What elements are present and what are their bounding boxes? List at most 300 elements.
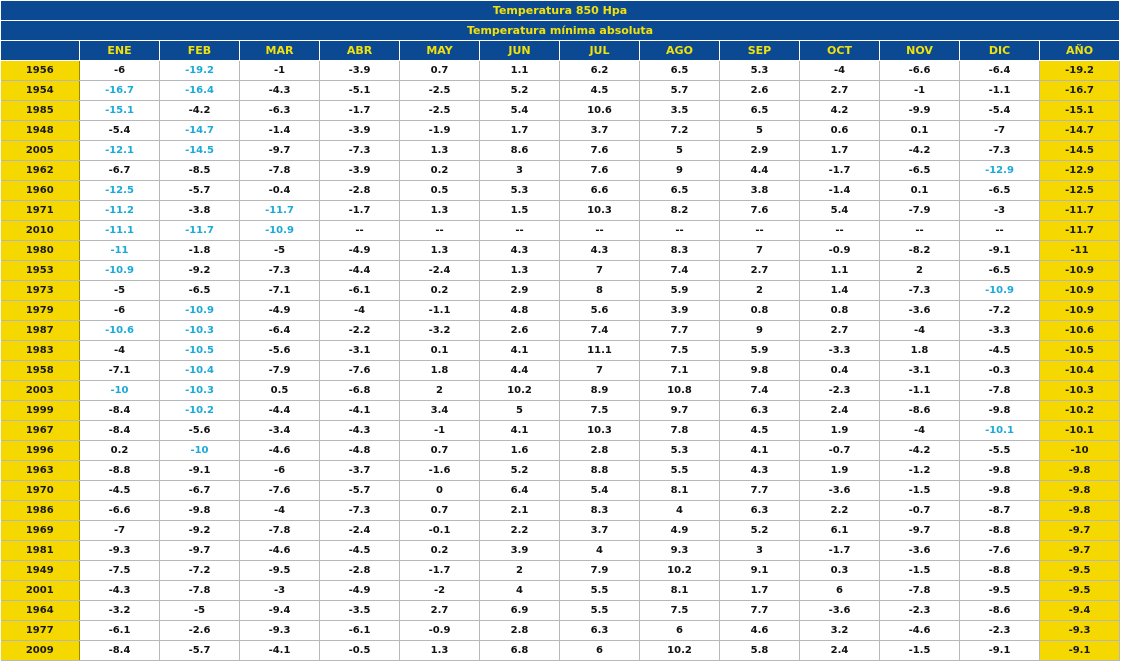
value-cell: -3.4	[240, 421, 320, 441]
value-cell: 8.1	[640, 481, 720, 501]
value-cell: -3.5	[320, 601, 400, 621]
value-cell: 10.2	[480, 381, 560, 401]
year-cell: 1983	[1, 341, 80, 361]
value-cell: -8.2	[880, 241, 960, 261]
value-cell: 0.3	[800, 561, 880, 581]
value-cell: 5	[640, 141, 720, 161]
annual-min-cell: -9.7	[1040, 541, 1120, 561]
value-cell: -0.4	[240, 181, 320, 201]
value-cell: -1.1	[400, 301, 480, 321]
value-cell: -9.8	[960, 481, 1040, 501]
value-cell: -7.8	[240, 161, 320, 181]
value-cell: -9.8	[960, 461, 1040, 481]
value-cell: -6.5	[960, 181, 1040, 201]
value-cell: --	[800, 221, 880, 241]
annual-min-cell: -10.9	[1040, 261, 1120, 281]
column-header: JUN	[480, 41, 560, 61]
value-cell: 4	[480, 581, 560, 601]
value-cell: -10.9	[240, 221, 320, 241]
value-cell: -9.8	[160, 501, 240, 521]
annual-min-cell: -9.8	[1040, 501, 1120, 521]
value-cell: 10.8	[640, 381, 720, 401]
value-cell: -3.1	[880, 361, 960, 381]
value-cell: 7.4	[640, 261, 720, 281]
table-row	[1, 401, 1120, 421]
value-cell: -3.8	[160, 201, 240, 221]
value-cell: -5.6	[240, 341, 320, 361]
value-cell: 6.3	[720, 401, 800, 421]
value-cell: 0.6	[800, 121, 880, 141]
annual-min-cell: -9.7	[1040, 521, 1120, 541]
value-cell: -6.5	[880, 161, 960, 181]
value-cell: -6.7	[80, 161, 160, 181]
value-cell: 8.8	[560, 461, 640, 481]
annual-min-cell: -12.9	[1040, 161, 1120, 181]
value-cell: -8.5	[160, 161, 240, 181]
annual-min-cell: -10.9	[1040, 301, 1120, 321]
table-row	[1, 81, 1120, 101]
value-cell: 2.9	[720, 141, 800, 161]
value-cell: 2.1	[480, 501, 560, 521]
value-cell: -10.5	[160, 341, 240, 361]
value-cell: -5.4	[960, 101, 1040, 121]
value-cell: 0.2	[400, 541, 480, 561]
value-cell: -1.2	[880, 461, 960, 481]
value-cell: 0.1	[880, 121, 960, 141]
column-header: ENE	[80, 41, 160, 61]
value-cell: -2.4	[400, 261, 480, 281]
value-cell: -5.7	[160, 641, 240, 661]
value-cell: -2.5	[400, 81, 480, 101]
value-cell: -6	[80, 61, 160, 81]
value-cell: -1.1	[960, 81, 1040, 101]
value-cell: 10.3	[560, 421, 640, 441]
value-cell: -3.6	[800, 601, 880, 621]
value-cell: --	[960, 221, 1040, 241]
year-cell: 1973	[1, 281, 80, 301]
table-row	[1, 301, 1120, 321]
value-cell: -5.5	[960, 441, 1040, 461]
value-cell: 5	[720, 121, 800, 141]
annual-min-cell: -9.4	[1040, 601, 1120, 621]
table-row	[1, 381, 1120, 401]
value-cell: 7	[560, 261, 640, 281]
annual-min-cell: -9.5	[1040, 561, 1120, 581]
value-cell: 7.8	[640, 421, 720, 441]
annual-min-cell: -16.7	[1040, 81, 1120, 101]
value-cell: -14.7	[160, 121, 240, 141]
value-cell: 5.3	[640, 441, 720, 461]
value-cell: -11.7	[160, 221, 240, 241]
value-cell: --	[720, 221, 800, 241]
table-row	[1, 181, 1120, 201]
value-cell: --	[560, 221, 640, 241]
value-cell: -3.6	[880, 541, 960, 561]
value-cell: --	[640, 221, 720, 241]
value-cell: 1.9	[800, 461, 880, 481]
value-cell: 7.5	[640, 601, 720, 621]
value-cell: -9.3	[240, 621, 320, 641]
value-cell: 7	[720, 241, 800, 261]
value-cell: 5.5	[560, 581, 640, 601]
value-cell: -3.3	[960, 321, 1040, 341]
value-cell: -7.1	[240, 281, 320, 301]
value-cell: -0.7	[880, 501, 960, 521]
annual-min-cell: -19.2	[1040, 61, 1120, 81]
year-cell: 2003	[1, 381, 80, 401]
value-cell: 9.8	[720, 361, 800, 381]
value-cell: 5	[480, 401, 560, 421]
annual-min-cell: -10.4	[1040, 361, 1120, 381]
value-cell: 6.4	[480, 481, 560, 501]
value-cell: -7.3	[320, 501, 400, 521]
value-cell: -6.3	[240, 101, 320, 121]
value-cell: -11.1	[80, 221, 160, 241]
value-cell: -4	[320, 301, 400, 321]
value-cell: -8.8	[960, 521, 1040, 541]
value-cell: 1.8	[400, 361, 480, 381]
value-cell: -5.4	[80, 121, 160, 141]
value-cell: 7.9	[560, 561, 640, 581]
column-header: JUL	[560, 41, 640, 61]
value-cell: -9.2	[160, 521, 240, 541]
value-cell: -3.7	[320, 461, 400, 481]
value-cell: -2.3	[880, 601, 960, 621]
value-cell: -7.3	[240, 261, 320, 281]
value-cell: 1.4	[800, 281, 880, 301]
value-cell: 7.6	[720, 201, 800, 221]
value-cell: 6	[800, 581, 880, 601]
table-row	[1, 161, 1120, 181]
column-header: NOV	[880, 41, 960, 61]
value-cell: 1.6	[480, 441, 560, 461]
value-cell: 7.2	[640, 121, 720, 141]
annual-min-cell: -9.8	[1040, 481, 1120, 501]
value-cell: -6.4	[240, 321, 320, 341]
value-cell: -4	[880, 421, 960, 441]
annual-min-cell: -9.8	[1040, 461, 1120, 481]
value-cell: 6.5	[720, 101, 800, 121]
value-cell: 5.2	[720, 521, 800, 541]
value-cell: -3.9	[320, 161, 400, 181]
value-cell: 10.2	[640, 561, 720, 581]
table-row	[1, 261, 1120, 281]
table-row	[1, 641, 1120, 661]
value-cell: 3.5	[640, 101, 720, 121]
value-cell: -7.9	[240, 361, 320, 381]
value-cell: 0.1	[880, 181, 960, 201]
value-cell: 4.2	[800, 101, 880, 121]
year-cell: 1981	[1, 541, 80, 561]
value-cell: -4.8	[320, 441, 400, 461]
value-cell: 0.1	[400, 341, 480, 361]
value-cell: 0.7	[400, 501, 480, 521]
value-cell: 3.9	[480, 541, 560, 561]
annual-min-cell: -14.7	[1040, 121, 1120, 141]
value-cell: 1.7	[800, 141, 880, 161]
value-cell: -5	[160, 601, 240, 621]
value-cell: -4.2	[880, 441, 960, 461]
value-cell: -4.9	[240, 301, 320, 321]
value-cell: 7.7	[640, 321, 720, 341]
value-cell: 5.9	[720, 341, 800, 361]
year-cell: 1949	[1, 561, 80, 581]
value-cell: 0.5	[400, 181, 480, 201]
value-cell: -1	[240, 61, 320, 81]
year-cell: 1985	[1, 101, 80, 121]
value-cell: 5.5	[560, 601, 640, 621]
annual-min-cell: -10.1	[1040, 421, 1120, 441]
value-cell: -2.8	[320, 181, 400, 201]
value-cell: 7.5	[560, 401, 640, 421]
value-cell: 6	[560, 641, 640, 661]
column-header: DIC	[960, 41, 1040, 61]
value-cell: -9.3	[80, 541, 160, 561]
value-cell: 9	[720, 321, 800, 341]
column-header-row	[1, 41, 1120, 61]
value-cell: -4.3	[80, 581, 160, 601]
value-cell: -7.3	[880, 281, 960, 301]
annual-min-cell: -15.1	[1040, 101, 1120, 121]
value-cell: -7.9	[880, 201, 960, 221]
value-cell: -9.8	[960, 401, 1040, 421]
value-cell: 7.1	[640, 361, 720, 381]
value-cell: 5.3	[480, 181, 560, 201]
value-cell: -4.9	[320, 581, 400, 601]
value-cell: -6	[80, 301, 160, 321]
value-cell: 0.7	[400, 441, 480, 461]
value-cell: -10.2	[160, 401, 240, 421]
value-cell: -9.1	[960, 241, 1040, 261]
value-cell: 8.2	[640, 201, 720, 221]
value-cell: -7.3	[960, 141, 1040, 161]
value-cell: -9.4	[240, 601, 320, 621]
year-cell: 2009	[1, 641, 80, 661]
table-row	[1, 561, 1120, 581]
value-cell: -9.5	[960, 581, 1040, 601]
value-cell: -9.1	[960, 641, 1040, 661]
value-cell: 1.3	[400, 241, 480, 261]
year-cell: 1964	[1, 601, 80, 621]
table-row	[1, 441, 1120, 461]
value-cell: 2.2	[480, 521, 560, 541]
value-cell: -3.6	[880, 301, 960, 321]
value-cell: -19.2	[160, 61, 240, 81]
column-header: ABR	[320, 41, 400, 61]
value-cell: -10.3	[160, 381, 240, 401]
value-cell: -1.7	[320, 201, 400, 221]
value-cell: 4	[640, 501, 720, 521]
value-cell: -4.5	[960, 341, 1040, 361]
table-row	[1, 221, 1120, 241]
value-cell: 2.7	[400, 601, 480, 621]
value-cell: -14.5	[160, 141, 240, 161]
annual-min-cell: -9.3	[1040, 621, 1120, 641]
value-cell: -4.1	[240, 641, 320, 661]
table-row	[1, 541, 1120, 561]
value-cell: -4.3	[240, 81, 320, 101]
value-cell: 10.6	[560, 101, 640, 121]
value-cell: -12.9	[960, 161, 1040, 181]
value-cell: 7.6	[560, 161, 640, 181]
value-cell: -6.4	[960, 61, 1040, 81]
year-cell: 1962	[1, 161, 80, 181]
annual-min-cell: -11.7	[1040, 201, 1120, 221]
value-cell: -12.1	[80, 141, 160, 161]
value-cell: -7.5	[80, 561, 160, 581]
table-row	[1, 581, 1120, 601]
value-cell: -16.4	[160, 81, 240, 101]
value-cell: 8	[560, 281, 640, 301]
value-cell: 5.6	[560, 301, 640, 321]
annual-min-cell: -9.5	[1040, 581, 1120, 601]
value-cell: -7.2	[160, 561, 240, 581]
value-cell: -4	[80, 341, 160, 361]
value-cell: 6.9	[480, 601, 560, 621]
value-cell: -8.4	[80, 401, 160, 421]
value-cell: 7	[560, 361, 640, 381]
value-cell: 2.4	[800, 401, 880, 421]
value-cell: 0.8	[800, 301, 880, 321]
value-cell: --	[880, 221, 960, 241]
value-cell: 1.9	[800, 421, 880, 441]
column-header: MAY	[400, 41, 480, 61]
value-cell: -10.9	[960, 281, 1040, 301]
annual-min-cell: -10	[1040, 441, 1120, 461]
value-cell: -9.9	[880, 101, 960, 121]
value-cell: -9.7	[160, 541, 240, 561]
value-cell: -5	[80, 281, 160, 301]
table-row	[1, 461, 1120, 481]
value-cell: 10.3	[560, 201, 640, 221]
year-cell: 1987	[1, 321, 80, 341]
value-cell: -5.7	[320, 481, 400, 501]
value-cell: -16.7	[80, 81, 160, 101]
annual-min-cell: -10.3	[1040, 381, 1120, 401]
value-cell: -7.6	[240, 481, 320, 501]
column-header: FEB	[160, 41, 240, 61]
value-cell: -11	[80, 241, 160, 261]
value-cell: 2.9	[480, 281, 560, 301]
value-cell: 7.7	[720, 601, 800, 621]
annual-min-cell: -10.9	[1040, 281, 1120, 301]
value-cell: -0.5	[320, 641, 400, 661]
value-cell: 1.8	[880, 341, 960, 361]
value-cell: 1.3	[400, 641, 480, 661]
annual-min-cell: -10.2	[1040, 401, 1120, 421]
value-cell: -10.3	[160, 321, 240, 341]
year-cell: 2001	[1, 581, 80, 601]
table-row	[1, 521, 1120, 541]
value-cell: -7.1	[80, 361, 160, 381]
value-cell: -2.8	[320, 561, 400, 581]
value-cell: -6.1	[320, 621, 400, 641]
value-cell: 8.3	[640, 241, 720, 261]
value-cell: -7.8	[960, 381, 1040, 401]
value-cell: 3	[720, 541, 800, 561]
value-cell: 9.3	[640, 541, 720, 561]
value-cell: -11.2	[80, 201, 160, 221]
value-cell: 7.5	[640, 341, 720, 361]
value-cell: -0.3	[960, 361, 1040, 381]
value-cell: -4.6	[240, 541, 320, 561]
value-cell: 6	[640, 621, 720, 641]
year-cell: 1967	[1, 421, 80, 441]
value-cell: -4.3	[320, 421, 400, 441]
table-row	[1, 121, 1120, 141]
value-cell: -9.5	[240, 561, 320, 581]
value-cell: 9	[640, 161, 720, 181]
value-cell: -1.5	[880, 641, 960, 661]
value-cell: 5.4	[560, 481, 640, 501]
value-cell: -8.7	[960, 501, 1040, 521]
value-cell: 1.7	[720, 581, 800, 601]
value-cell: 4.9	[640, 521, 720, 541]
value-cell: -0.9	[800, 241, 880, 261]
value-cell: 2.8	[480, 621, 560, 641]
value-cell: -4	[240, 501, 320, 521]
value-cell: -0.7	[800, 441, 880, 461]
table-row	[1, 601, 1120, 621]
table-title: Temperatura 850 Hpa	[1, 1, 1120, 21]
annual-min-cell: -11	[1040, 241, 1120, 261]
table-row	[1, 361, 1120, 381]
value-cell: 1.3	[400, 141, 480, 161]
value-cell: 6.2	[560, 61, 640, 81]
value-cell: -3.2	[80, 601, 160, 621]
value-cell: 4.3	[720, 461, 800, 481]
value-cell: 5.3	[720, 61, 800, 81]
value-cell: 1.1	[800, 261, 880, 281]
value-cell: 2.8	[560, 441, 640, 461]
value-cell: 0.4	[800, 361, 880, 381]
year-cell: 1999	[1, 401, 80, 421]
year-cell: 1970	[1, 481, 80, 501]
value-cell: -7	[960, 121, 1040, 141]
value-cell: -6.6	[80, 501, 160, 521]
value-cell: -8.8	[80, 461, 160, 481]
value-cell: -2.2	[320, 321, 400, 341]
value-cell: -7.8	[160, 581, 240, 601]
table-row	[1, 241, 1120, 261]
value-cell: -5.7	[160, 181, 240, 201]
value-cell: -10.9	[80, 261, 160, 281]
column-header: SEP	[720, 41, 800, 61]
value-cell: 3.7	[560, 521, 640, 541]
value-cell: -8.8	[960, 561, 1040, 581]
value-cell: 4.3	[480, 241, 560, 261]
value-cell: 1.3	[480, 261, 560, 281]
value-cell: -4.1	[320, 401, 400, 421]
value-cell: 5.9	[640, 281, 720, 301]
value-cell: 4.1	[480, 341, 560, 361]
value-cell: -12.5	[80, 181, 160, 201]
value-cell: 2.7	[800, 81, 880, 101]
value-cell: -0.9	[400, 621, 480, 641]
value-cell: -6.1	[80, 621, 160, 641]
value-cell: 2.2	[800, 501, 880, 521]
value-cell: 4	[560, 541, 640, 561]
value-cell: 5.2	[480, 81, 560, 101]
value-cell: -9.7	[240, 141, 320, 161]
value-cell: 8.3	[560, 501, 640, 521]
value-cell: 3.7	[560, 121, 640, 141]
value-cell: -7.6	[960, 541, 1040, 561]
value-cell: -1.1	[880, 381, 960, 401]
value-cell: -3.6	[800, 481, 880, 501]
year-cell: 1996	[1, 441, 80, 461]
value-cell: 8.6	[480, 141, 560, 161]
